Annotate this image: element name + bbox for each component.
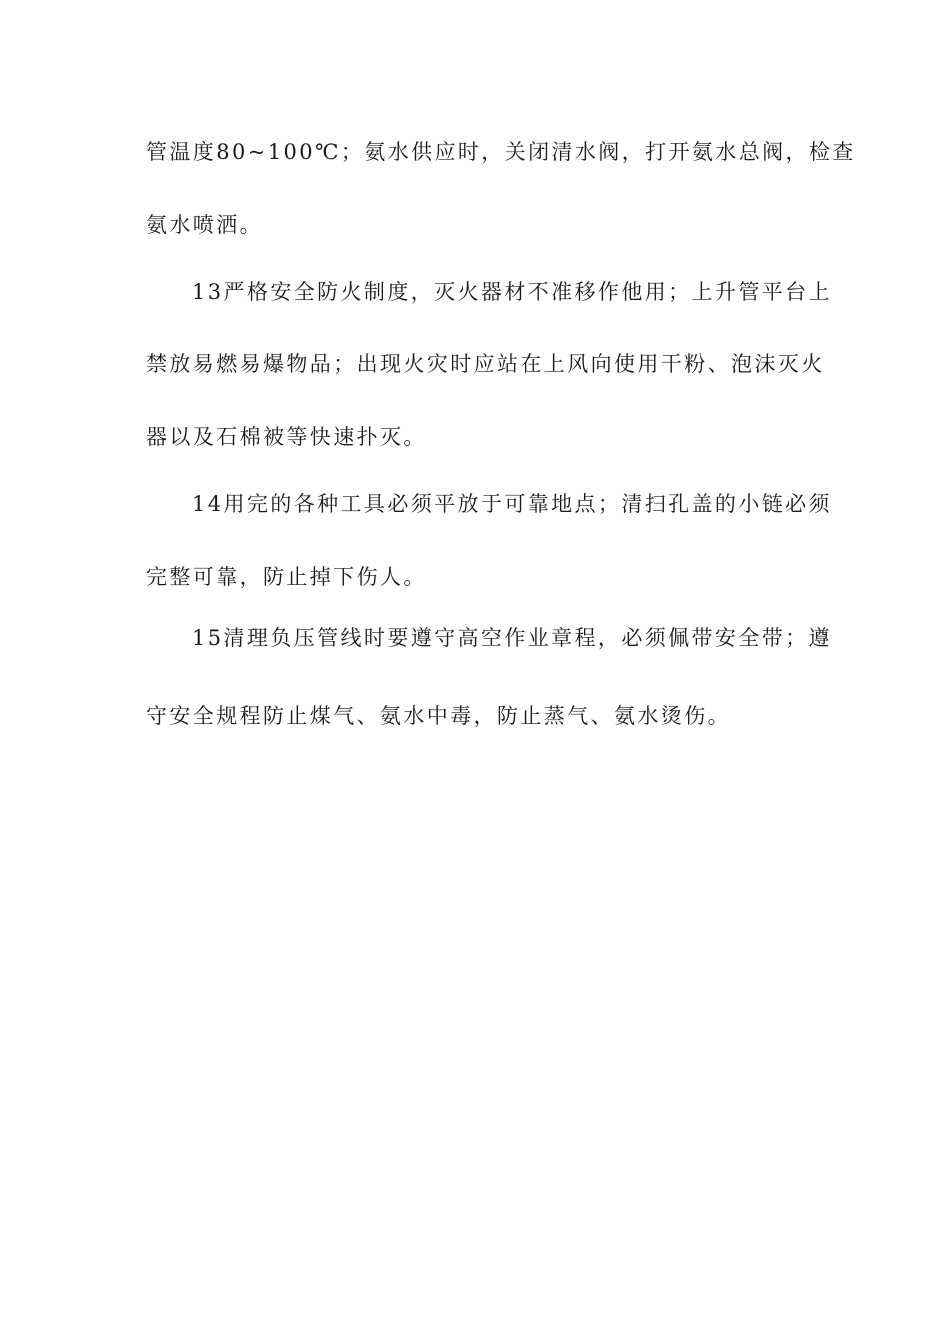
paragraph-15-line-2: 守安全规程防止煤气、氨水中毒，防止蒸气、氨水烫伤。 xyxy=(146,704,731,728)
paragraph-12-line-1: 管温度80~100℃；氨水供应时，关闭清水阀，打开氨水总阀，检查 xyxy=(146,140,856,164)
paragraph-12-line-2: 氨水喷洒。 xyxy=(146,213,263,237)
paragraph-13-line-3: 器以及石棉被等快速扑灭。 xyxy=(146,425,427,449)
paragraph-13-line-2: 禁放易燃易爆物品；出现火灾时应站在上风向使用干粉、泡沫灭火 xyxy=(146,352,825,376)
paragraph-15-line-1: 15清理负压管线时要遵守高空作业章程，必须佩带安全带；遵 xyxy=(192,626,832,650)
paragraph-14-line-1: 14用完的各种工具必须平放于可靠地点；清扫孔盖的小链必须 xyxy=(192,492,832,516)
paragraph-13-line-1: 13严格安全防火制度，灭火器材不准移作他用；上升管平台上 xyxy=(192,280,832,304)
paragraph-14-line-2: 完整可靠，防止掉下伤人。 xyxy=(146,565,427,589)
